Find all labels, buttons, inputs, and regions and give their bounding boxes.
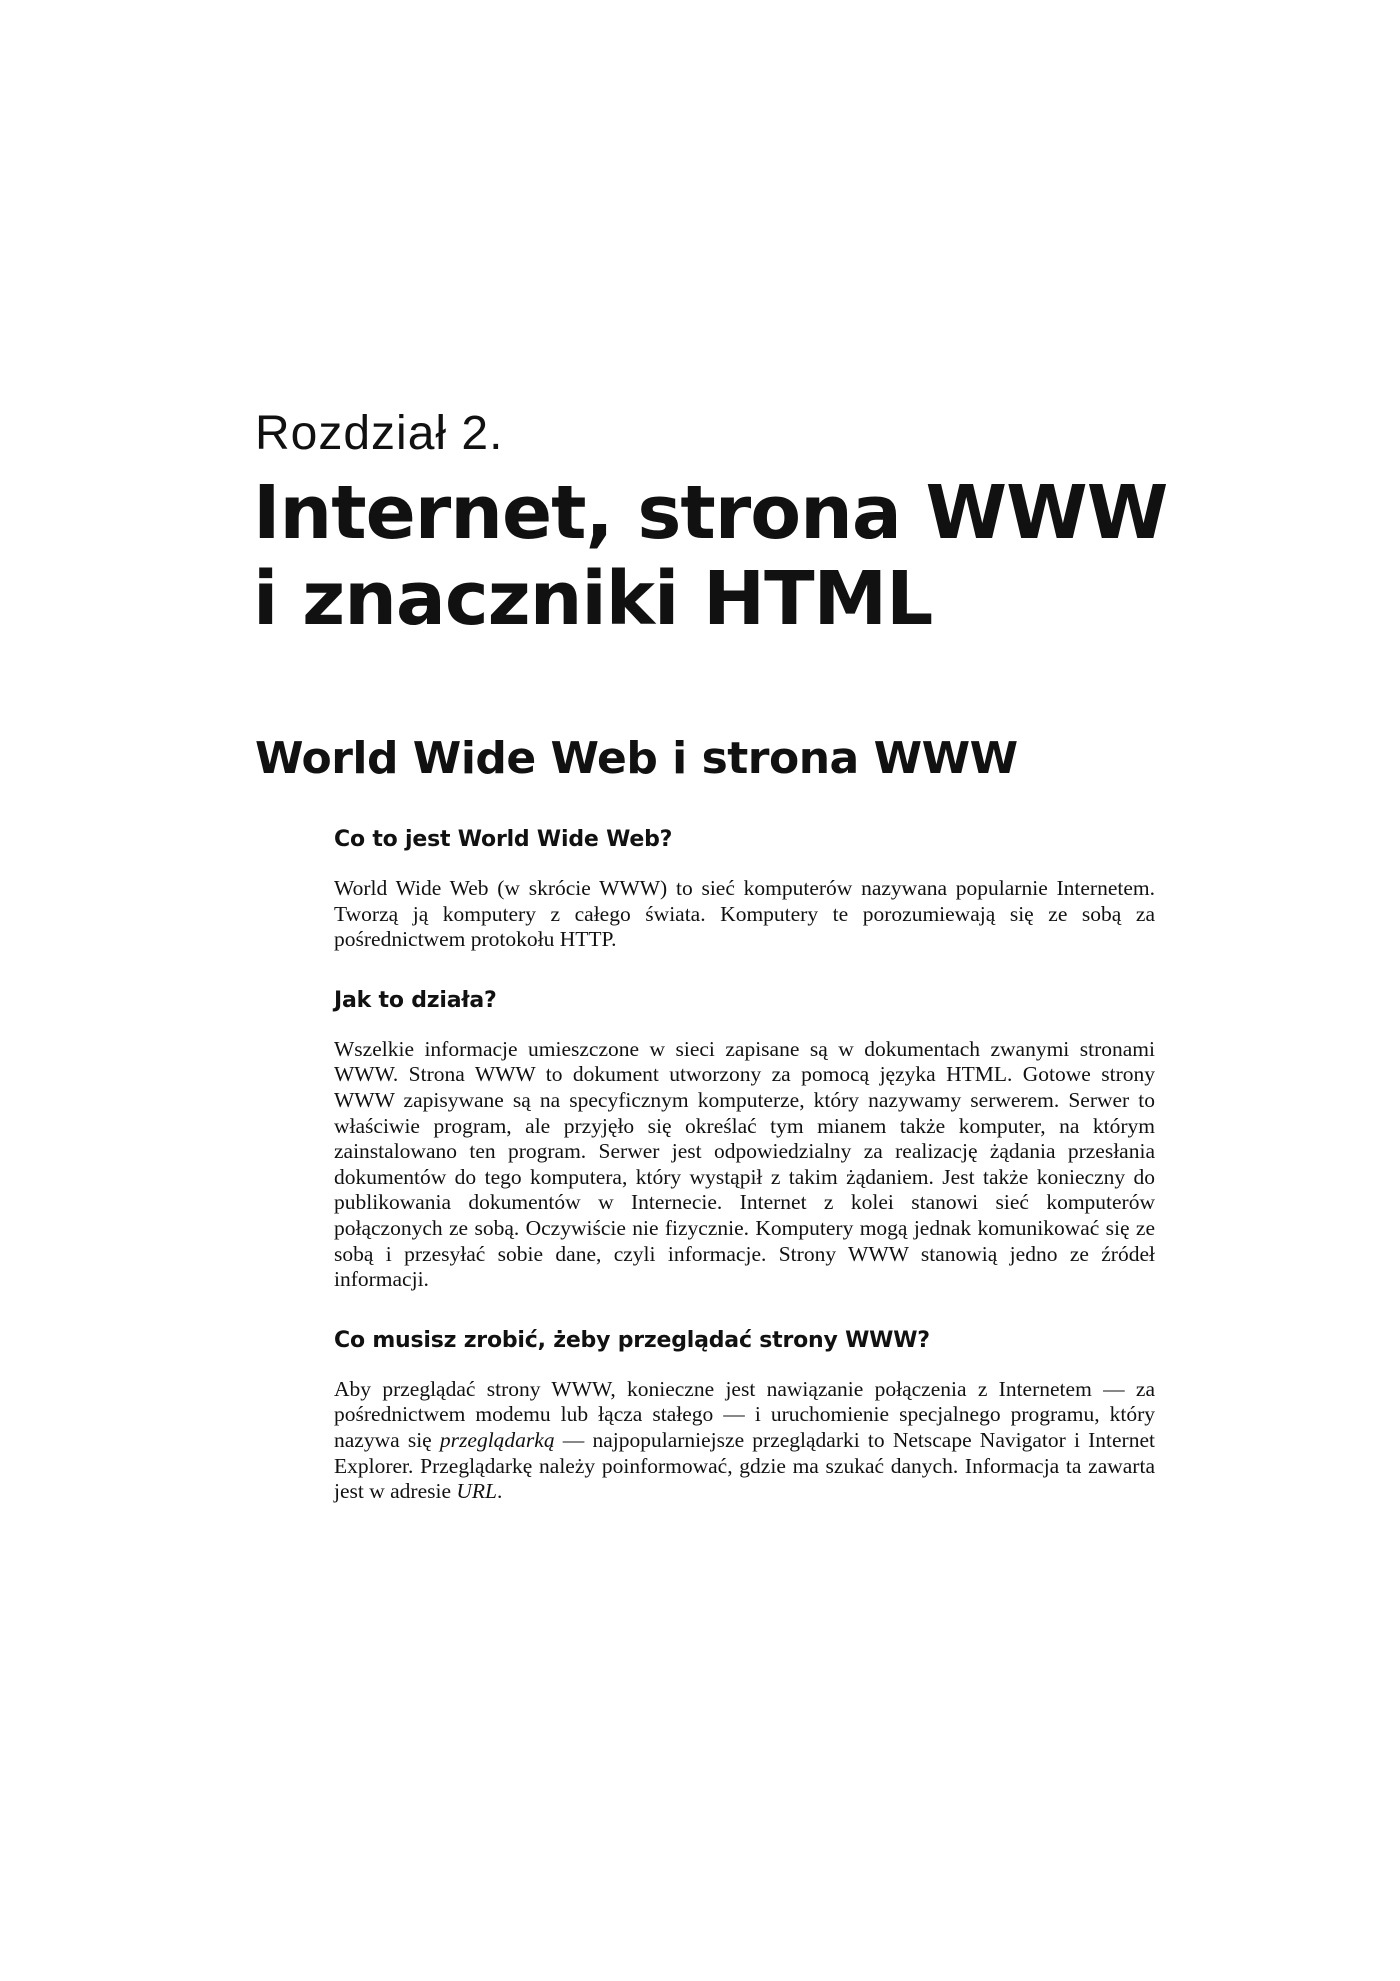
emphasis-url-term: URL xyxy=(456,1479,498,1504)
paragraph-text-segment: — najpopularniejsze przeglądarki to Netscape Navigator i Internet Explorer. Przeglądarkę należy poinformować, gdzie ma szukać danych. Informacja ta zawarta jest w adresie xyxy=(334,1427,1155,1504)
section-title: World Wide Web i strona WWW xyxy=(255,733,1018,784)
chapter-title-line-2: i znaczniki HTML xyxy=(253,556,933,642)
subheading-how-it-works: Jak to działa? xyxy=(334,987,497,1013)
paragraph-how-it-works: Wszelkie informacje umieszczone w sieci zapisane są w dokumentach zwanymi stronami WWW. Strona WWW to dokument utworzony za pomocą języka HTML. Gotowe strony WWW zapisywane są na specyficznym komputerze, który nazywamy serwerem. Serwer to właściwie program, ale przyjęło się określać tym mianem także komputer, na którym zainstalowano ten program. Serwer jest odpowiedzialny za realizację żądania przesłania dokumentów do tego komputera, który wystąpił z takim żądaniem. Jest także konieczny do publikowania dokumentów w Internecie. Internet z kolei stanowi sieć komputerów połączonych ze sobą. Oczywiście nie fizycznie. Komputery mogą jednak komunikować się ze sobą i przesyłać sobie dane, czyli informacje. Strony WWW stanowią jedno ze źródeł informacji. xyxy=(334,1036,1155,1292)
paragraph-what-is-www: World Wide Web (w skrócie WWW) to sieć komputerów nazywana popularnie Internetem. Tworzą ją komputery z całego świata. Komputery te porozumiewają się ze sobą za pośrednictwem protokołu HTTP. xyxy=(334,876,1155,952)
paragraph-how-to-browse xyxy=(334,1377,1155,1505)
chapter-label: Rozdział 2. xyxy=(255,407,504,460)
chapter-title xyxy=(253,470,1253,642)
section-content xyxy=(334,826,1155,1539)
chapter-title-line-1: Internet, strona WWW xyxy=(253,470,1168,556)
subheading-how-to-browse: Co musisz zrobić, żeby przeglądać strony WWW? xyxy=(334,1327,930,1353)
paragraph-text-segment: . xyxy=(497,1479,503,1504)
paragraph-text-segment: Aby przeglądać strony WWW, konieczne jest nawiązanie połączenia z Internetem — za pośrednictwem modemu lub łącza stałego — i uruchomienie specjalnego programu, który nazywa się xyxy=(334,1376,1155,1452)
subheading-what-is-www: Co to jest World Wide Web? xyxy=(334,827,673,852)
emphasis-browser-term: przeglądarką xyxy=(439,1427,555,1452)
